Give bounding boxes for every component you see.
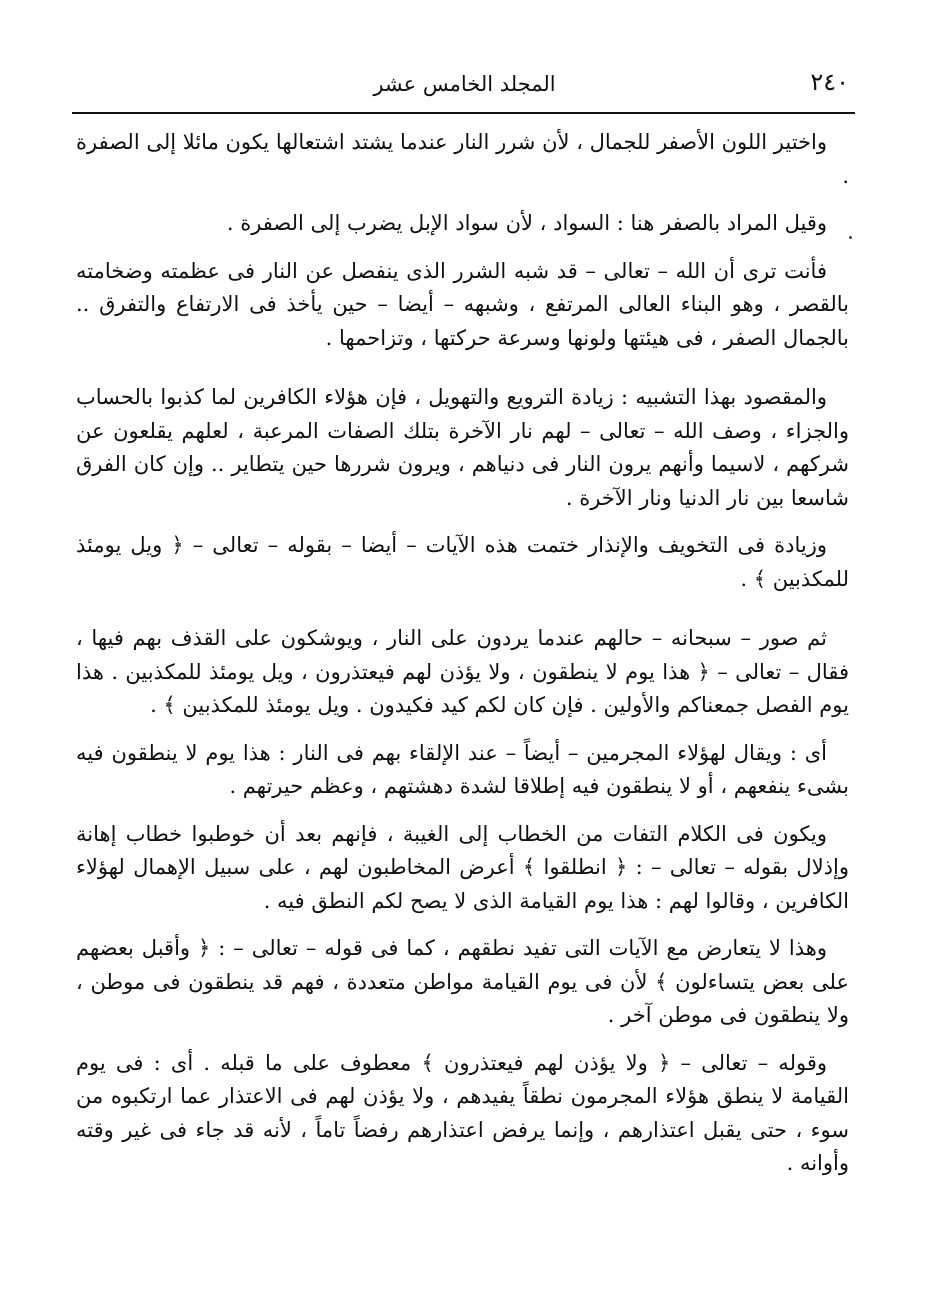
paragraph-2: وقيل المراد بالصفر هنا : السواد ، لأن سواد الإبل يضرب إلى الصفرة . bbox=[226, 211, 827, 235]
paragraph-3: فأنت ترى أن الله – تعالى – قد شبه الشرر الذى ينفصل عن النار فى عظمته وضخامته بالقصر ، وهو البناء العالى المرتفع ، وشبهه – أيضا – حين يأخذ فى الارتفاع والتفرق .. بالجمال الصفر ، فى هيئتها ولونها وسرعة حركتها ، وتزاحمها . bbox=[76, 258, 849, 350]
paragraph-1: واختير اللون الأصفر للجمال ، لأن شرر النار عندما يشتد اشتعالها يكون مائلا إلى الصفرة . bbox=[76, 130, 849, 188]
paragraph-8: ويكون فى الكلام التفات من الخطاب إلى الغيبة ، فإنهم بعد أن خوطبوا خطاب إهانة وإذلال بقوله – تعالى – : ﴿ انطلقوا ﴾ أعرض المخاطبون لهم ، على سبيل الإهمال لهؤلاء الكافرين ، وقالوا لهم : هذا يوم القيامة الذى لا يصح لكم النطق فيه . bbox=[76, 821, 849, 913]
paragraph-10: وقوله – تعالى – ﴿ ولا يؤذن لهم فيعتذرون ﴾ معطوف على ما قبله . أى : فى يوم القيامة لا ينطق هؤلاء المجرمون نطقاً يفيدهم ، ولا يؤذن لهم فى الاعتذار عما ارتكبوه من سوء ، حتى يقبل اعتذارهم ، وإنما يرفض اعتذارهم رفضاً تاماً ، لأنه قد جاء فى غير وقته وأوانه . bbox=[76, 1050, 849, 1175]
paragraph-7: أى : ويقال لهؤلاء المجرمين – أيضاً – عند الإلقاء بهم فى النار : هذا يوم لا ينطقون فيه بشىء ينفعهم ، أو لا ينطقون فيه إطلاقا لشدة دهشتهم ، وعظم حيرتهم . bbox=[76, 740, 849, 798]
page-number: ٢٤٠ bbox=[810, 68, 849, 96]
volume-title: المجلد الخامس عشر bbox=[373, 72, 556, 96]
margin-mark bbox=[849, 236, 852, 239]
running-header bbox=[72, 64, 857, 100]
paragraph-9: وهذا لا يتعارض مع الآيات التى تفيد نطقهم ، كما فى قوله – تعالى – : ﴿ وأقبل بعضهم على بعض يتساءلون ﴾ لأن فى يوم القيامة مواطن متعددة ، فهم قد ينطقون فى موطن ، ولا ينطقون فى موطن آخر . bbox=[76, 936, 849, 1027]
paragraph-6: ثم صور – سبحانه – حالهم عندما يردون على النار ، ويوشكون على القذف بهم فيها ، فقال – تعالى – ﴿ هذا يوم لا ينطقون ، ولا يؤذن لهم فيعتذرون ، ويل يومئذ للمكذبين . هذا يوم الفصل جمعناكم والأولين . فإن كان لكم كيد فكيدون . ويل يومئذ للمكذبين ﴾ . bbox=[76, 626, 849, 717]
header-divider bbox=[72, 112, 855, 114]
body-text bbox=[76, 126, 849, 1181]
paragraph-5: وزيادة فى التخويف والإنذار ختمت هذه الآيات – أيضا – بقوله – تعالى – ﴿ ويل يومئذ للمكذبين ﴾ . bbox=[76, 533, 849, 591]
paragraph-4: والمقصود بهذا التشبيه : زيادة الترويع والتهويل ، فإن هؤلاء الكافرين لما كذبوا بالحساب والجزاء ، وصف الله – تعالى – لهم نار الآخرة بتلك الصفات المرعبة ، لعلهم يقلعون عن شركهم ، لاسيما وأنهم يرون النار فى دنياهم ، ويرون شررها حين يتطاير .. وإن كان الفرق شاسعا بين نار الدنيا ونار الآخرة . bbox=[76, 385, 849, 510]
